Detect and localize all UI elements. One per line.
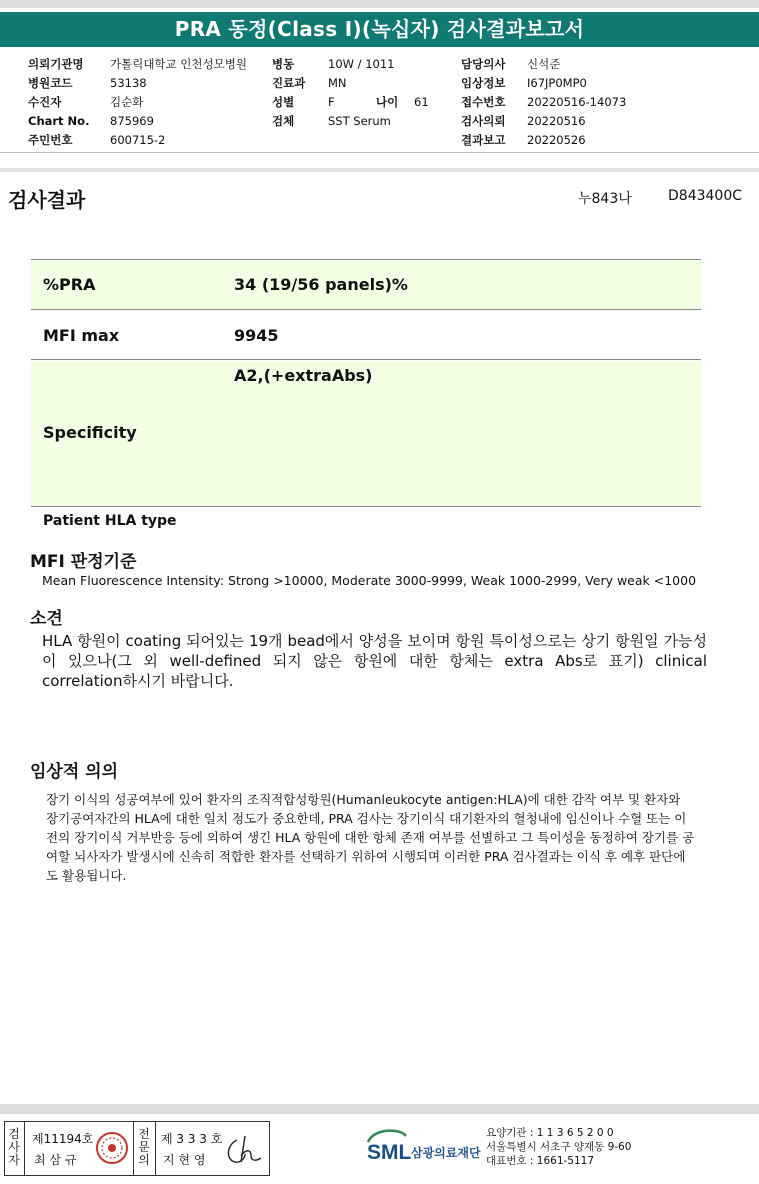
sml-logo <box>366 1126 482 1172</box>
finding-text: HLA 항원이 coating 되어있는 19개 bead에서 양성을 보이며 항원 특이성으로는 상기 항원일 가능성이 있으나(그 외 well-defined 되지 않은 항원에 대한 항체는 extra Abs로 표기) clinical correlation하시기 바랍니다. <box>42 632 707 690</box>
field-value: 53138 <box>110 76 147 90</box>
header-col-2 <box>272 55 429 131</box>
specificity-value: A2,(+extraAbs) <box>234 366 373 385</box>
clinical-text: 장기 이식의 성공여부에 있어 환자의 조직적합성항원(Humanleukocyte antigen:HLA)에 대한 감작 여부 및 환자와 장기공여자간의 HLA에 대한 일치 정도가 중요한데, PRA 검사는 장기이식 대기환자의 혈청내에 임신이나 수혈 또는 이전의 장기이식 거부반응 등에 의하여 생긴 HLA 항원에 대한 항체 존재 여부를 선별하고 그 특이성을 동정하여 장기를 공여할 뇌사자가 발생시에 신속히 적합한 환자를 선택하기 위하여 시행되며 이러한 PRA 검사결과는 이식 후 예후 판단에도 활용됩니다. <box>46 792 695 883</box>
pra-label: %PRA <box>43 275 96 294</box>
header-row <box>461 74 626 93</box>
age-value: 61 <box>414 95 429 109</box>
header-row <box>461 93 626 112</box>
org-name: 삼광의료재단 <box>411 1146 481 1160</box>
org-contact <box>486 1126 631 1168</box>
clinical-title: 임상적 의의 <box>30 762 119 782</box>
field-label: 결과보고 <box>461 133 506 147</box>
header-divider <box>0 152 759 153</box>
header-row <box>272 74 429 93</box>
hla-label: Patient HLA type <box>43 513 177 529</box>
header-row <box>272 112 429 131</box>
header-row <box>461 131 626 150</box>
pra-value: 34 (19/56 panels)% <box>234 275 408 294</box>
field-value: 김순화 <box>110 95 144 109</box>
header-row <box>28 74 247 93</box>
field-label: 병원코드 <box>28 76 73 90</box>
field-label: 검사의뢰 <box>461 114 506 128</box>
field-value: I67JP0MP0 <box>527 76 587 90</box>
header-row <box>461 55 626 74</box>
seal-stamp <box>95 1130 129 1166</box>
header-row <box>28 93 247 112</box>
field-value: 가톨릭대학교 인천성모병원 <box>110 57 247 71</box>
field-label: 성별 <box>272 95 295 109</box>
header-col-3 <box>461 55 626 150</box>
top-strip <box>0 0 759 8</box>
field-value: F <box>328 95 335 109</box>
field-value: 20220516 <box>527 114 586 128</box>
org-address: 서울특별시 서초구 양재동 9-60 <box>486 1141 632 1153</box>
header-row <box>28 55 247 74</box>
header-row <box>272 55 429 74</box>
test-code-id: D843400C <box>668 188 742 204</box>
field-label: 검체 <box>272 114 295 128</box>
reviewer-number: 제 3 3 3 호 <box>161 1132 223 1146</box>
result-row-pra <box>31 259 701 310</box>
field-value: 20220516-14073 <box>527 95 627 109</box>
field-value: 10W / 1011 <box>328 57 395 71</box>
field-value: 875969 <box>110 114 154 128</box>
finding-title: 소견 <box>30 609 63 629</box>
field-value: 20220526 <box>527 133 586 147</box>
signature-image <box>223 1132 263 1168</box>
field-label: 접수번호 <box>461 95 506 109</box>
reviewer-name: 지 현 영 <box>163 1153 206 1167</box>
mfi-criteria-text: Mean Fluorescence Intensity: Strong >10000, Moderate 3000-9999, Weak 1000-2999, Very weak <1000 <box>42 573 697 588</box>
field-value: 600715-2 <box>110 133 166 147</box>
header-row <box>28 112 247 131</box>
field-label: 담당의사 <box>461 57 506 71</box>
reviewer-tag: 전문의 <box>138 1127 150 1167</box>
header-col-1 <box>28 55 247 150</box>
mfi-criteria-title: MFI 판정기준 <box>30 552 137 572</box>
field-label: 의뢰기관명 <box>28 57 84 71</box>
field-label: 진료과 <box>272 76 306 90</box>
field-label: 임상정보 <box>461 76 506 90</box>
field-label: 수진자 <box>28 95 62 109</box>
header-row <box>28 131 247 150</box>
result-row-hla <box>31 507 701 533</box>
field-label: 병동 <box>272 57 295 71</box>
age-label: 나이 <box>376 95 399 109</box>
examiner-tag: 검사자 <box>8 1127 20 1167</box>
header-row <box>461 112 626 131</box>
result-row-specificity <box>31 361 701 507</box>
org-code: 요양기관 : 1 1 3 6 5 2 0 0 <box>486 1127 614 1139</box>
report-title: PRA 동정(Class I)(녹십자) 검사결과보고서 <box>0 12 759 47</box>
divider <box>155 1122 156 1175</box>
org-phone: 대표번호 : 1661-5117 <box>486 1155 595 1167</box>
divider <box>133 1122 134 1175</box>
field-value: 신석준 <box>527 57 561 71</box>
header-row <box>272 93 429 112</box>
section-title: 검사결과 <box>8 188 86 212</box>
result-row-mfi <box>31 310 701 360</box>
examiner-number: 제11194호 <box>32 1132 94 1146</box>
field-value: MN <box>328 76 347 90</box>
specificity-label: Specificity <box>43 423 137 442</box>
footer-strip <box>0 1104 759 1114</box>
field-label: Chart No. <box>28 114 90 128</box>
section-separator <box>0 168 759 172</box>
sml-logo-mark <box>366 1126 482 1168</box>
divider <box>24 1122 25 1175</box>
test-code: 누843나 <box>578 191 632 207</box>
field-value: SST Serum <box>328 114 391 128</box>
signature-box <box>4 1121 270 1176</box>
logo-text: SML <box>367 1141 412 1164</box>
field-label: 주민번호 <box>28 133 73 147</box>
examiner-name: 최 삼 규 <box>34 1153 77 1167</box>
mfi-value: 9945 <box>234 326 279 345</box>
mfi-label: MFI max <box>43 326 120 345</box>
